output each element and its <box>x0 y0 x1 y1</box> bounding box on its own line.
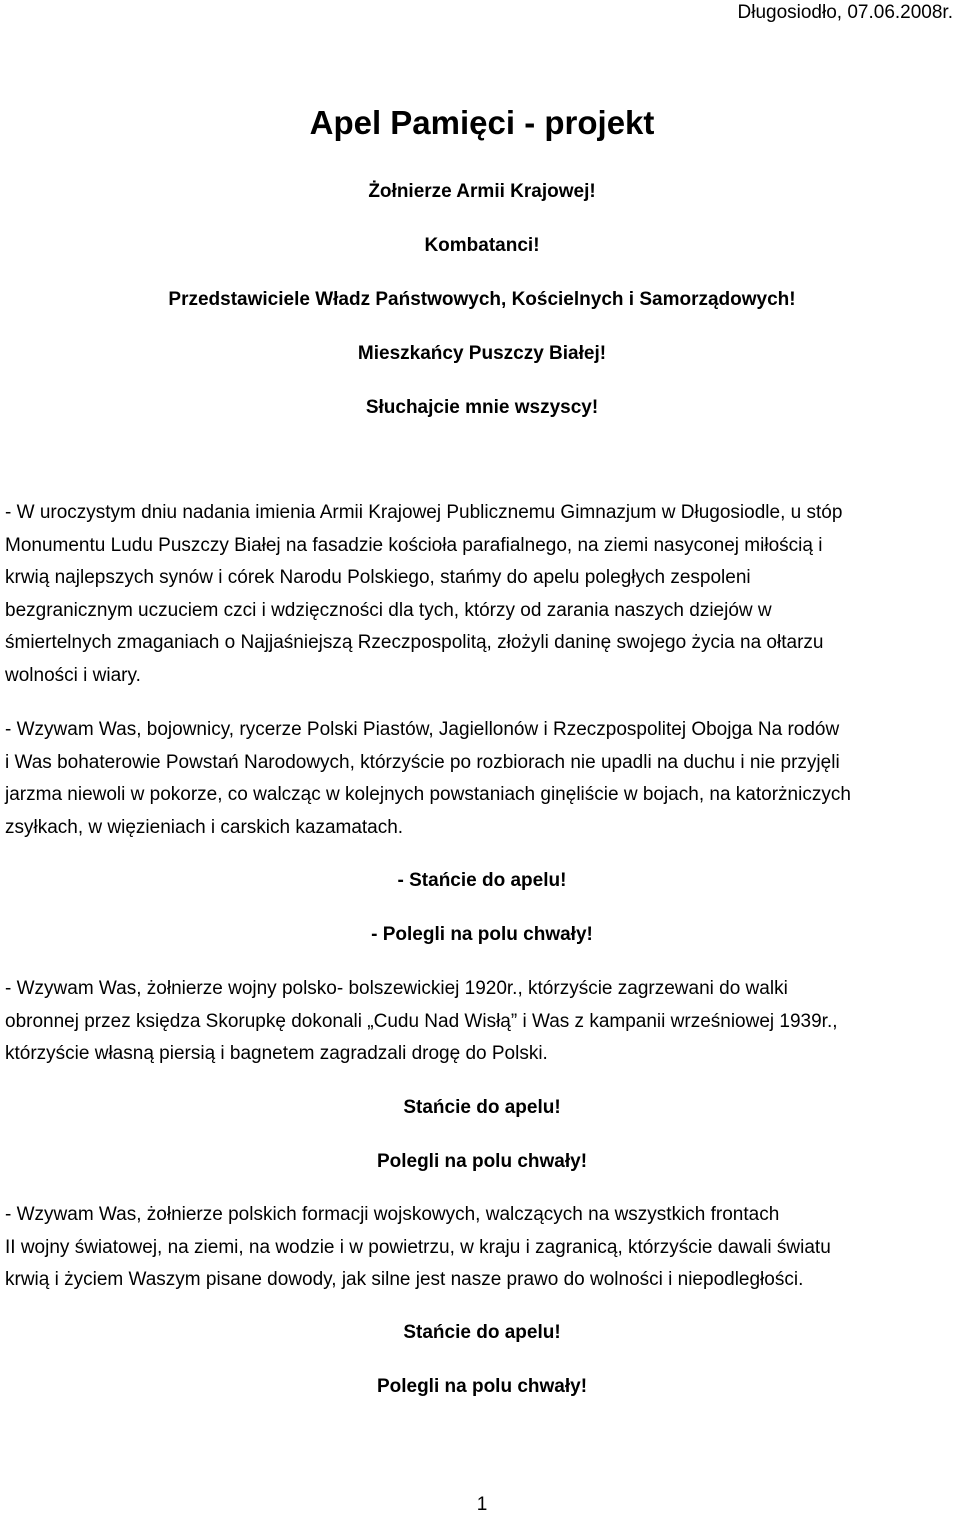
paragraph-line: - W uroczystym dniu nadania imienia Armii Krajowej Publicznemu Gimnazjum w Długosiodle, u stóp <box>5 502 843 523</box>
page-number: 1 <box>476 1494 488 1515</box>
response-stand: Stańcie do apelu! <box>403 1322 561 1343</box>
paragraph-line: jarzma niewoli w pokorze, co walcząc w kolejnych powstaniach ginęliście w bojach, na katorżniczych <box>5 784 851 805</box>
paragraph-opening <box>5 497 960 692</box>
greeting-residents: Mieszkańcy Puszczy Białej! <box>357 343 607 364</box>
response-fallen: Polegli na polu chwały! <box>376 1376 588 1397</box>
paragraph-line: - Wzywam Was, żołnierze wojny polsko- bolszewickiej 1920r., którzyście zagrzewani do walki <box>5 978 788 999</box>
greeting-authorities: Przedstawiciele Władz Państwowych, Kościelnych i Samorządowych! <box>168 289 796 310</box>
document-date: Długosiodło, 07.06.2008r. <box>737 2 953 23</box>
paragraph-line: obronnej przez księdza Skorupkę dokonali „Cudu Nad Wisłą” i Was z kampanii wrześniowej 1939r., <box>5 1010 838 1032</box>
paragraph-line: - Wzywam Was, bojownicy, rycerze Polski Piastów, Jagiellonów i Rzeczpospolitej Obojga Na rodów <box>5 719 840 740</box>
response-stand: - Stańcie do apelu! <box>397 870 567 891</box>
paragraph-line: zsyłkach, w więzieniach i carskich kazamatach. <box>5 816 404 838</box>
paragraph-1920-1939 <box>5 973 960 1071</box>
response-fallen: Polegli na polu chwały! <box>376 1151 588 1172</box>
paragraph-line: krwią i życiem Waszym pisane dowody, jak silne jest nasze prawo do wolności i niepodległości. <box>5 1269 804 1290</box>
greeting-listen: Słuchajcie mnie wszyscy! <box>365 397 599 418</box>
paragraph-line: i Was bohaterowie Powstań Narodowych, którzyście po rozbiorach nie upadli na duchu i nie przyjęli <box>5 751 840 773</box>
paragraph-line: krwią najlepszych synów i córek Narodu Polskiego, stańmy do apelu poległych zespoleni <box>5 567 751 588</box>
paragraph-line: Monumentu Ludu Puszczy Białej na fasadzie kościoła parafialnego, na ziemi nasyconej miłością i <box>5 534 823 556</box>
paragraph-knights-insurgents <box>5 714 960 844</box>
paragraph-line: bezgranicznym uczuciem czci i wdzięczności dla tych, którzy od zarania naszych dziejów w <box>5 599 772 621</box>
page-title: Apel Pamięci - projekt <box>309 104 655 141</box>
greeting-home-army: Żołnierze Armii Krajowej! <box>368 181 596 202</box>
paragraph-ww2 <box>5 1199 960 1297</box>
paragraph-line: - Wzywam Was, żołnierze polskich formacji wojskowych, walczących na wszystkich frontach <box>5 1204 780 1225</box>
paragraph-line: którzyście własną piersią i bagnetem zagradzali drogę do Polski. <box>5 1043 548 1064</box>
response-fallen: - Polegli na polu chwały! <box>371 924 593 945</box>
greeting-veterans: Kombatanci! <box>424 235 540 256</box>
response-stand: Stańcie do apelu! <box>403 1097 561 1118</box>
paragraph-line: wolności i wiary. <box>5 664 141 686</box>
paragraph-line: II wojny światowej, na ziemi, na wodzie i w powietrzu, w kraju i zagranicą, którzyście dawali światu <box>5 1236 831 1258</box>
paragraph-line: śmiertelnych zmaganiach o Najjaśniejszą Rzeczpospolitą, złożyli daninę swojego życia na ołtarzu <box>5 632 824 653</box>
